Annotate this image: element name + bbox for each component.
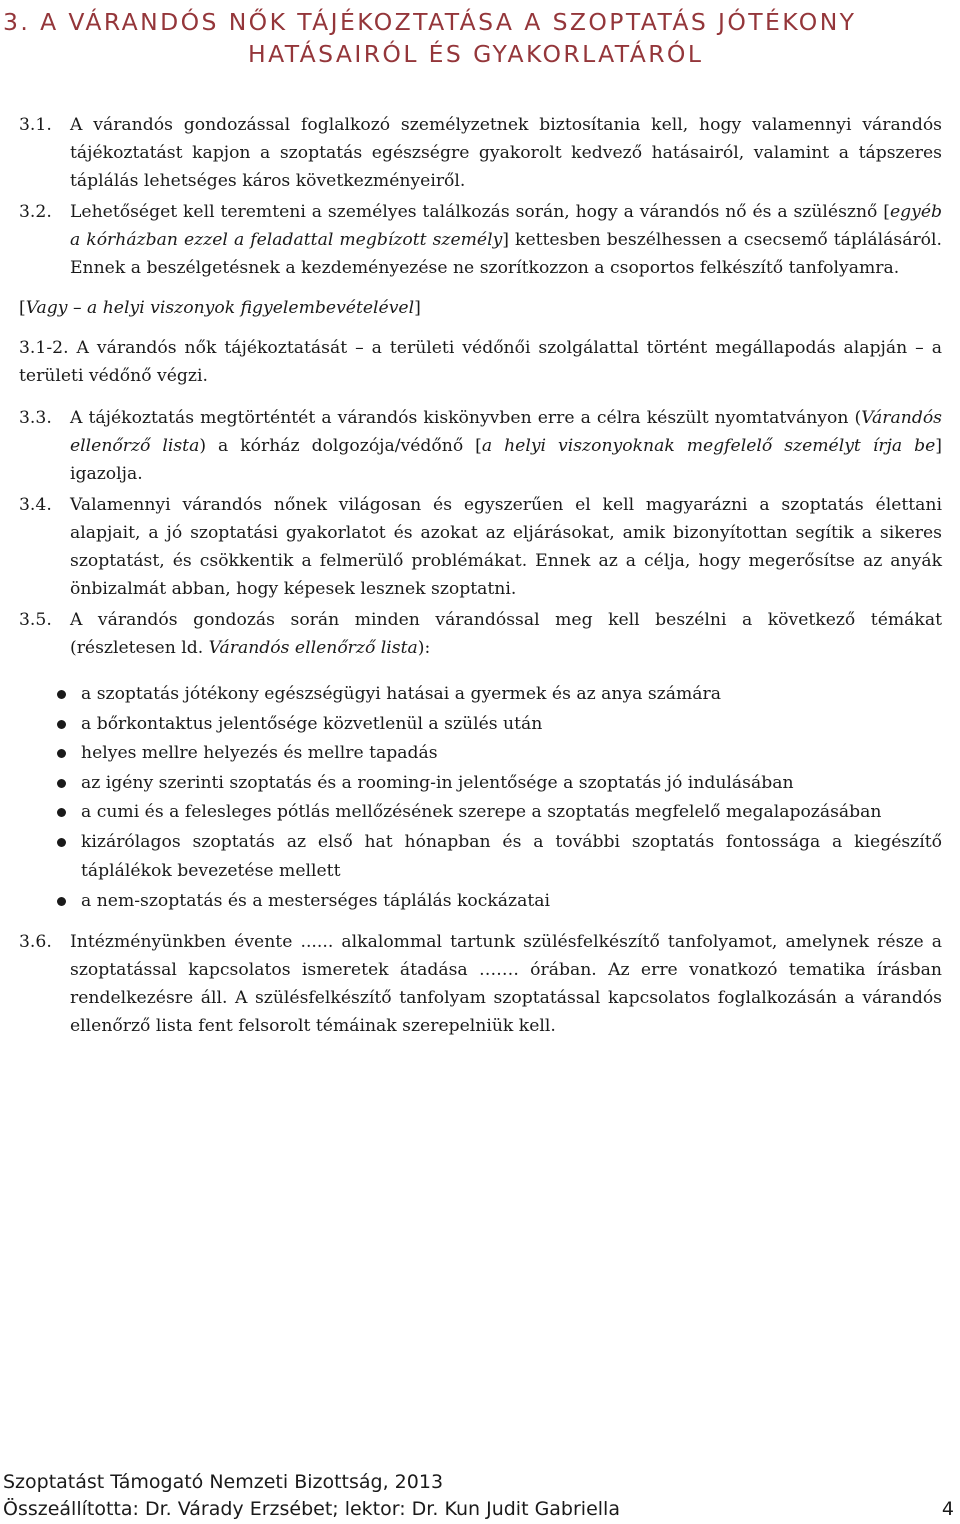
footer-organization: Szoptatást Támogató Nemzeti Bizottság, 2013 — [3, 1471, 444, 1493]
page-number: 4 — [941, 1498, 954, 1520]
list-item: a nem-szoptatás és a mesterséges táplálás kockázatai — [81, 887, 942, 917]
paragraph-text: Intézményünkben évente ...... alkalommal tartunk szülésfelkészítő tanfolyamot, amelynek része a szoptatással kapcsolatos ismeretek átadása ……. órában. Az erre vonatkozó tematika írásban rendelkezésre áll. A szülésfelkészítő tanfolyam szoptatással kapcsolatos foglalkozásán a várandós ellenőrző lista fent felsorolt témáinak szerepelniük kell. — [70, 932, 942, 1036]
heading-line-1: 3. A VÁRANDÓS NŐK TÁJÉKOZTATÁSA A SZOPTATÁS JÓTÉKONY — [3, 8, 857, 36]
list-item: a bőrkontaktus jelentősége közvetlenül a szülés után — [81, 710, 942, 740]
paragraph-text: ] igazolja. — [70, 436, 942, 484]
paragraph-text: ) a kórház dolgozója/védőnő [ — [199, 436, 482, 456]
paragraph-number: 3.5. — [19, 610, 52, 630]
paragraph-text: A tájékoztatás megtörténtét a várandós kiskönyvben erre a célra készült nyomtatványon ( — [70, 408, 862, 428]
topic-list — [19, 680, 942, 916]
bracket-open: [ — [19, 298, 26, 318]
paragraph-number: 3.3. — [19, 408, 52, 428]
paragraph-3-3 — [19, 404, 942, 488]
paragraph-italic-text: a helyi viszonyoknak megfelelő személyt írja be — [481, 436, 936, 456]
footer-authors: Összeállította: Dr. Várady Erzsébet; lektor: Dr. Kun Judit Gabriella — [3, 1498, 620, 1520]
paragraph-italic-text: Várandós ellenőrző lista — [208, 638, 418, 658]
paragraph-text: Lehetőséget kell teremteni a személyes találkozás során, hogy a várandós nő és a szülésznő [ — [70, 202, 890, 222]
local-conditions-note — [19, 294, 942, 322]
list-item: a cumi és a felesleges pótlás mellőzésének szerepe a szoptatás megfelelő megalapozásában — [81, 798, 942, 828]
heading-line-2: HATÁSAIRÓL ÉS GYAKORLATÁRÓL — [248, 40, 704, 68]
list-item: helyes mellre helyezés és mellre tapadás — [81, 739, 942, 769]
paragraph-3-4 — [19, 491, 942, 603]
paragraph-italic-text: egyéb a kórházban ezzel a feladattal megbízott személy — [70, 202, 942, 250]
list-item: az igény szerinti szoptatás és a rooming-in jelentősége a szoptatás jó indulásában — [81, 769, 942, 799]
document-body — [19, 111, 942, 1040]
paragraph-number: 3.1. — [19, 115, 52, 135]
paragraph-3-1 — [19, 111, 942, 195]
paragraph-text: 3.1-2. A várandós nők tájékoztatását – a területi védőnői szolgálattal történt megállapodás alapján – a területi védőnő végzi. — [19, 338, 942, 386]
note-text: Vagy – a helyi viszonyok figyelembevételével — [25, 298, 415, 318]
paragraph-text: A várandós gondozással foglalkozó személyzetnek biztosítania kell, hogy valamennyi várandós tájékoztatást kapjon a szoptatás egészségre gyakorolt kedvező hatásairól, valamint a tápszeres táplálás lehetséges káros következményeiről. — [70, 115, 942, 191]
paragraph-text: ): — [417, 638, 431, 658]
paragraph-number: 3.6. — [19, 932, 52, 952]
paragraph-3-5 — [19, 606, 942, 662]
bracket-close: ] — [414, 298, 421, 318]
paragraph-number: 3.4. — [19, 495, 52, 515]
list-item: kizárólagos szoptatás az első hat hónapban és a további szoptatás fontossága a kiegészítő táplálékok bevezetése mellett — [81, 828, 942, 887]
paragraph-italic-text: Várandós ellenőrző lista — [70, 408, 942, 456]
paragraph-text: ] kettesben beszélhessen a csecsemő táplálásáról. Ennek a beszélgetésnek a kezdeményezése ne szorítkozzon a csoportos felkészítő tanfolyamra. — [70, 230, 942, 278]
paragraph-3-2 — [19, 198, 942, 282]
footer-credits — [3, 1498, 954, 1520]
page-heading — [0, 6, 960, 70]
list-item: a szoptatás jótékony egészségügyi hatásai a gyermek és az anya számára — [81, 680, 942, 710]
paragraph-3-1-2 — [19, 334, 942, 390]
paragraph-number: 3.2. — [19, 202, 52, 222]
paragraph-text: A várandós gondozás során minden várandóssal meg kell beszélni a következő témákat (részletesen ld. — [70, 610, 942, 658]
paragraph-3-6 — [19, 928, 942, 1040]
paragraph-text: Valamennyi várandós nőnek világosan és egyszerűen el kell magyarázni a szoptatás élettani alapjait, a jó szoptatási gyakorlatot és azokat az eljárásokat, amik bizonyítottan segítik a sikeres szoptatást, és csökkentik a felmerülő problémákat. Ennek az a célja, hogy megerősítse az anyák önbizalmát abban, hogy képesek lesznek szoptatni. — [70, 495, 942, 599]
